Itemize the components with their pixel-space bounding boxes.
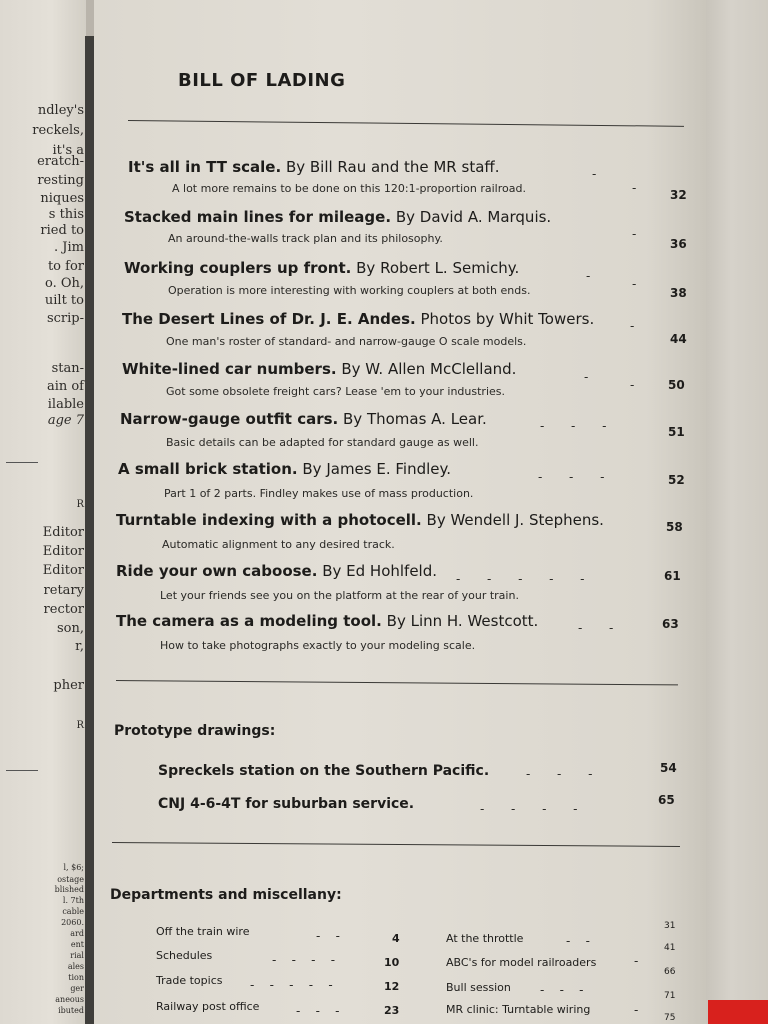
left-text-line: Editor bbox=[42, 563, 84, 578]
dot-leader: - - - bbox=[296, 1004, 340, 1018]
article-title-row bbox=[128, 160, 500, 175]
left-text-line: . Jim bbox=[54, 240, 84, 255]
dept-item: At the throttle bbox=[446, 932, 524, 945]
dept-page: 10 bbox=[384, 956, 400, 969]
left-text-line: uilt to bbox=[44, 293, 84, 308]
dot-leader: - - - bbox=[526, 767, 593, 781]
article-page: 32 bbox=[670, 188, 687, 202]
left-text-line: stan- bbox=[51, 361, 84, 376]
article-title: A small brick station. bbox=[118, 460, 298, 478]
left-text-line: resting bbox=[37, 173, 84, 188]
left-text-line: scrip- bbox=[46, 311, 84, 326]
left-text-line: ain of bbox=[46, 379, 84, 394]
article-byline: By W. Allen McClelland. bbox=[341, 360, 517, 378]
left-text-line: ilable bbox=[47, 397, 84, 412]
article-title: The camera as a modeling tool. bbox=[116, 612, 382, 630]
dot-leader: - - bbox=[578, 621, 614, 635]
dept-item: Trade topics bbox=[156, 974, 223, 987]
article-desc: Basic details can be adapted for standard gauge as well. bbox=[166, 436, 479, 449]
prototype-heading: Prototype drawings: bbox=[114, 723, 276, 739]
left-text-line: r, bbox=[75, 639, 84, 654]
article-title-row bbox=[122, 362, 516, 377]
dot-leader: - bbox=[632, 227, 637, 241]
dot-leader: - bbox=[584, 370, 589, 384]
article-title-row bbox=[122, 312, 594, 327]
left-small-line: ibuted bbox=[58, 1006, 84, 1015]
dot-leader: - bbox=[630, 319, 635, 333]
left-small-line: ostage bbox=[57, 875, 84, 884]
left-page-fragment bbox=[0, 0, 86, 1024]
left-small-line: cable bbox=[62, 907, 84, 916]
prototype-page: 65 bbox=[658, 793, 675, 807]
left-text-line: retary bbox=[43, 583, 84, 598]
article-title-row bbox=[120, 412, 487, 427]
prototype-item: Spreckels station on the Southern Pacific. bbox=[158, 763, 490, 779]
dept-page: 71 bbox=[664, 991, 676, 1001]
article-byline: By Bill Rau and the MR staff. bbox=[285, 158, 500, 176]
dot-leader: - - bbox=[316, 929, 340, 943]
left-text-line: eratch- bbox=[37, 154, 84, 169]
prototype-page: 54 bbox=[660, 761, 677, 775]
dept-page: 4 bbox=[392, 932, 400, 945]
prototype-item: CNJ 4-6-4T for suburban service. bbox=[158, 796, 415, 812]
article-page: 50 bbox=[668, 378, 685, 392]
article-desc: One man's roster of standard- and narrow-gauge O scale models. bbox=[166, 335, 527, 348]
dot-leader: - - - - - bbox=[456, 572, 585, 586]
article-byline: By James E. Findley. bbox=[302, 460, 452, 478]
left-text-line: son, bbox=[56, 621, 84, 636]
article-desc: Let your friends see you on the platform at the rear of your train. bbox=[160, 589, 519, 602]
dept-item: Schedules bbox=[156, 949, 213, 962]
left-text-line: R bbox=[76, 720, 84, 731]
article-page: 63 bbox=[662, 617, 679, 631]
dot-leader: - bbox=[634, 954, 639, 968]
article-title-row bbox=[116, 614, 538, 629]
dot-leader: - bbox=[632, 181, 637, 195]
left-small-line: tion bbox=[68, 973, 84, 982]
left-small-line: rial bbox=[70, 951, 84, 960]
left-text-line: o. Oh, bbox=[44, 276, 84, 291]
left-text-line: rector bbox=[43, 602, 84, 617]
dot-leader: - bbox=[634, 1003, 639, 1017]
article-title: Stacked main lines for mileage. bbox=[124, 208, 392, 226]
left-small-line: ent bbox=[70, 940, 84, 949]
article-title-row bbox=[124, 261, 519, 276]
article-byline: By Ed Hohlfeld. bbox=[322, 562, 438, 580]
dot-leader: - - bbox=[566, 934, 590, 948]
dot-leader: - bbox=[632, 277, 637, 291]
left-small-line: ales bbox=[67, 962, 84, 971]
article-byline: By Robert L. Semichy. bbox=[356, 259, 520, 277]
dept-page: 75 bbox=[664, 1013, 676, 1023]
left-text-line: reckels, bbox=[32, 123, 84, 138]
article-page: 61 bbox=[664, 569, 681, 583]
left-text-line: ndley's bbox=[37, 103, 84, 118]
dept-page: 23 bbox=[384, 1004, 400, 1017]
right-page-edge bbox=[706, 0, 768, 1024]
article-title: It's all in TT scale. bbox=[128, 158, 282, 176]
gutter-bar bbox=[85, 36, 94, 1024]
article-desc: Part 1 of 2 parts. Findley makes use of mass production. bbox=[164, 487, 474, 500]
dot-leader: - bbox=[630, 378, 635, 392]
left-text-line: R bbox=[76, 499, 84, 510]
article-desc: How to take photographs exactly to your modeling scale. bbox=[160, 639, 476, 652]
dot-leader: - - - bbox=[540, 419, 607, 433]
left-text-line: age 7 bbox=[47, 413, 84, 428]
dot-leader: - bbox=[586, 269, 591, 283]
left-text-line: pher bbox=[53, 678, 84, 693]
article-desc: Automatic alignment to any desired track. bbox=[162, 538, 395, 551]
red-cover-tab bbox=[708, 1000, 768, 1024]
article-page: 51 bbox=[668, 425, 685, 439]
article-title: The Desert Lines of Dr. J. E. Andes. bbox=[122, 310, 416, 328]
article-title-row bbox=[124, 210, 551, 225]
article-byline: By Thomas A. Lear. bbox=[343, 410, 487, 428]
article-title: Working couplers up front. bbox=[124, 259, 352, 277]
article-title: Ride your own caboose. bbox=[116, 562, 318, 580]
article-title-row bbox=[116, 513, 604, 528]
left-divider bbox=[6, 770, 38, 771]
article-page: 52 bbox=[668, 473, 685, 487]
dept-page: 12 bbox=[384, 980, 400, 993]
dept-item: Off the train wire bbox=[156, 925, 250, 938]
article-desc: Got some obsolete freight cars? Lease 'em to your industries. bbox=[166, 385, 506, 398]
left-text-line: it's a bbox=[52, 143, 84, 158]
left-text-line: Editor bbox=[42, 525, 84, 540]
article-title-row bbox=[116, 564, 437, 579]
left-small-line: 2060. bbox=[61, 918, 84, 927]
left-small-line: l. 7th bbox=[62, 896, 84, 905]
dept-page: 66 bbox=[664, 967, 676, 977]
article-title: Narrow-gauge outfit cars. bbox=[120, 410, 339, 428]
article-desc: An around-the-walls track plan and its philosophy. bbox=[168, 232, 443, 245]
article-desc: A lot more remains to be done on this 120:1-proportion railroad. bbox=[172, 182, 526, 195]
left-small-line: aneous bbox=[55, 995, 84, 1004]
dot-leader: - - - - bbox=[272, 953, 336, 967]
left-small-line: ard bbox=[70, 929, 84, 938]
left-text-line: to for bbox=[47, 259, 84, 274]
left-small-line: l, $6; bbox=[63, 863, 84, 872]
left-text-line: Editor bbox=[42, 544, 84, 559]
article-page: 58 bbox=[666, 520, 683, 534]
dept-page: 41 bbox=[664, 943, 676, 953]
article-title: Turntable indexing with a photocell. bbox=[116, 511, 422, 529]
article-byline: By Wendell J. Stephens. bbox=[426, 511, 604, 529]
dept-page: 31 bbox=[664, 921, 676, 931]
dot-leader: - - - bbox=[540, 983, 584, 997]
left-text-line: s this bbox=[48, 207, 84, 222]
article-title: White-lined car numbers. bbox=[122, 360, 337, 378]
dept-item: MR clinic: Turntable wiring bbox=[446, 1003, 591, 1016]
page-title: BILL OF LADING bbox=[178, 70, 346, 91]
article-page: 44 bbox=[670, 332, 687, 346]
article-byline: Photos by Whit Towers. bbox=[420, 310, 595, 328]
article-title-row bbox=[118, 462, 451, 477]
dot-leader: - bbox=[592, 167, 597, 181]
article-page: 38 bbox=[670, 286, 687, 300]
left-text-line: ried to bbox=[40, 223, 84, 238]
dot-leader: - - - - - bbox=[250, 978, 333, 992]
article-byline: By Linn H. Westcott. bbox=[386, 612, 539, 630]
article-desc: Operation is more interesting with working couplers at both ends. bbox=[168, 284, 531, 297]
article-page: 36 bbox=[670, 237, 687, 251]
left-divider bbox=[6, 462, 38, 463]
dept-item: ABC's for model railroaders bbox=[446, 956, 597, 969]
dot-leader: - - - - bbox=[480, 802, 578, 816]
left-small-line: ger bbox=[70, 984, 84, 993]
dept-item: Railway post office bbox=[156, 1000, 260, 1013]
dept-item: Bull session bbox=[446, 981, 511, 994]
departments-heading: Departments and miscellany: bbox=[110, 887, 342, 903]
article-byline: By David A. Marquis. bbox=[395, 208, 552, 226]
left-small-line: blished bbox=[54, 885, 84, 894]
left-text-line: niques bbox=[40, 191, 84, 206]
dot-leader: - - - bbox=[538, 470, 605, 484]
